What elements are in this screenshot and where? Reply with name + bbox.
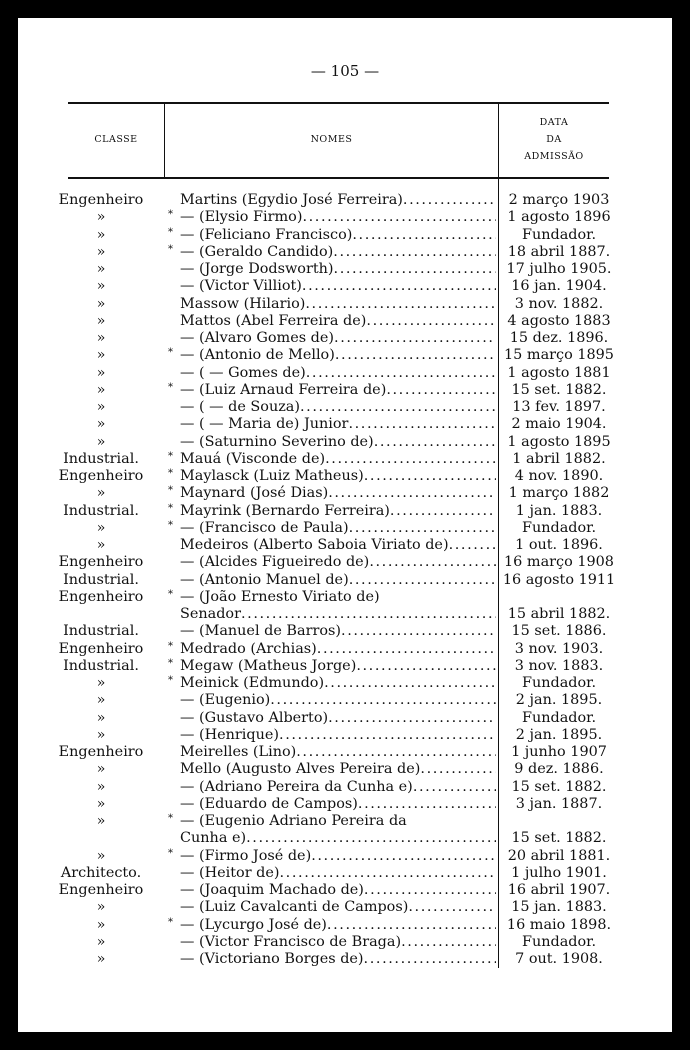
table-row <box>18 520 672 537</box>
star-mark: * <box>168 243 173 255</box>
data-admissao-cell: 20 abril 1881. <box>507 847 611 864</box>
nome-cell <box>180 623 496 640</box>
star-mark: * <box>168 675 173 686</box>
leader-dots <box>374 434 496 451</box>
nome-cell <box>180 227 496 244</box>
table-row <box>18 865 672 882</box>
nome-text: — (Alvaro Gomes de) <box>180 330 335 346</box>
nome-text: — ( — de Souza) <box>180 399 300 415</box>
leader-dots <box>366 313 496 330</box>
data-admissao-cell: Fundador. <box>521 709 597 726</box>
nome-text: — (Victoriano Borges de) <box>180 951 364 967</box>
nome-text: Maynard (José Dias) <box>180 485 329 502</box>
nome-text: — (Adriano Pereira da Cunha e) <box>180 778 413 795</box>
nome-text: — (Victor Villiot) <box>180 278 302 295</box>
data-admissao-cell: Fundador. <box>521 933 597 950</box>
classe-cell: » <box>96 364 106 381</box>
star-mark: * <box>168 813 173 824</box>
classe-cell: Industrial. <box>63 571 139 588</box>
table-row <box>18 227 672 244</box>
nome-cell <box>180 641 496 658</box>
nome-text: — (Victor Francisco de Braga) <box>180 933 402 950</box>
nome-cell <box>180 261 496 278</box>
leader-dots <box>241 606 496 623</box>
star-mark: * <box>168 519 173 531</box>
data-admissao-cell: 1 março 1882 <box>508 485 610 502</box>
data-admissao-cell: Fundador. <box>521 226 597 243</box>
leader-dots <box>358 796 496 813</box>
nome-cell <box>180 313 496 330</box>
nome-cell <box>180 710 496 727</box>
nome-text: — (Luiz Arnaud Ferreira de) <box>180 381 387 398</box>
nome-text: Mello (Augusto Alves Pereira de) <box>180 761 421 778</box>
classe-cell: » <box>96 899 106 916</box>
data-admissao-cell: 15 set. 1882. <box>511 381 607 398</box>
data-admissao-cell: 1 agosto 1896 <box>507 209 611 226</box>
classe-cell: » <box>96 485 106 502</box>
data-admissao-cell: 15 set. 1882. <box>511 778 607 795</box>
leader-dots <box>302 209 496 226</box>
leader-dots <box>349 520 496 537</box>
leader-dots <box>334 261 496 278</box>
nome-cell <box>180 365 496 382</box>
nome-cell <box>180 813 496 830</box>
table-row <box>18 796 672 813</box>
nome-cell <box>180 899 496 916</box>
nome-text: — (Jorge Dodsworth) <box>180 261 334 277</box>
nome-text: — (Firmo José de) <box>180 847 312 864</box>
classe-cell: » <box>96 847 106 864</box>
star-mark: * <box>168 226 173 238</box>
leader-dots <box>305 296 496 313</box>
star-mark: * <box>168 450 173 462</box>
nome-text: — (Joaquim Machado de) <box>180 882 364 898</box>
table-row <box>18 347 672 364</box>
nome-cell <box>180 934 496 951</box>
header-classe: CLASSE <box>94 134 138 145</box>
table-row <box>18 382 672 399</box>
star-mark: * <box>168 485 173 497</box>
table-row <box>18 468 672 485</box>
leader-dots <box>403 192 496 209</box>
classe-cell: Engenheiro <box>58 468 144 484</box>
classe-cell: » <box>96 933 106 950</box>
leader-dots <box>302 278 496 295</box>
classe-cell: » <box>96 778 106 795</box>
header-top-rule <box>68 102 609 104</box>
table-row <box>18 399 672 416</box>
header-data-line2: DA <box>546 134 562 145</box>
nome-cell <box>180 399 496 416</box>
classe-cell: » <box>96 243 106 260</box>
table-row <box>18 848 672 865</box>
nome-text: Medrado (Archias) <box>180 640 317 657</box>
leader-dots <box>408 899 496 916</box>
nome-cell <box>180 917 496 934</box>
classe-cell: » <box>96 951 106 967</box>
nome-text: — (Francisco de Paula) <box>180 519 349 536</box>
nome-cell <box>180 209 496 226</box>
data-admissao-cell: Fundador. <box>521 519 597 536</box>
data-admissao-cell: 3 nov. 1882. <box>514 295 604 312</box>
nome-text: — (Luiz Cavalcanti de Campos) <box>180 899 409 916</box>
table-row <box>18 261 672 278</box>
table-row <box>18 761 672 778</box>
nome-cell <box>180 244 496 261</box>
classe-cell: Industrial. <box>63 502 139 519</box>
table-row <box>18 416 672 433</box>
data-admissao-cell: 16 abril 1907. <box>507 882 611 898</box>
nome-cell <box>180 347 496 364</box>
header-data-line3: ADMISSÃO <box>524 151 584 162</box>
nome-text: Martins (Egydio José Ferreira) <box>180 192 403 208</box>
leader-dots <box>317 641 496 658</box>
classe-cell: » <box>96 761 106 778</box>
nome-cell <box>180 589 496 606</box>
data-admissao-cell: 7 out. 1908. <box>515 951 603 967</box>
data-admissao-cell: 3 nov. 1903. <box>514 640 604 657</box>
classe-cell: » <box>96 416 106 433</box>
leader-dots <box>327 917 496 934</box>
nome-text: — (Elysio Firmo) <box>180 209 303 226</box>
nome-cell <box>180 416 496 433</box>
leader-dots <box>311 848 496 865</box>
nome-cell <box>180 606 496 623</box>
classe-cell: Industrial. <box>63 657 139 674</box>
nome-text: Mattos (Abel Ferreira de) <box>180 312 367 329</box>
table-row <box>18 951 672 968</box>
nome-text: Maylasck (Luiz Matheus) <box>180 468 364 484</box>
classe-cell: » <box>96 709 106 726</box>
header-data-line1: DATA <box>539 117 569 128</box>
table-row <box>18 641 672 658</box>
data-admissao-cell: 2 jan. 1895. <box>515 692 603 709</box>
classe-cell: Engenheiro <box>58 588 144 605</box>
data-admissao-cell: 1 julho 1901. <box>511 864 607 881</box>
classe-cell: » <box>96 675 106 691</box>
table-row <box>18 451 672 468</box>
nome-cell <box>180 882 496 899</box>
star-mark: * <box>168 847 173 859</box>
data-admissao-cell: 16 jan. 1904. <box>511 278 607 295</box>
leader-dots <box>420 761 496 778</box>
nome-cell <box>180 537 496 554</box>
data-admissao-cell: 1 agosto 1895 <box>507 433 611 450</box>
table-row <box>18 623 672 640</box>
table-row <box>18 744 672 761</box>
classe-cell: Engenheiro <box>58 554 144 571</box>
nome-text: Cunha e) <box>180 830 247 847</box>
data-admissao-cell: 18 abril 1887. <box>507 243 611 260</box>
nome-text: Meinick (Edmundo) <box>180 675 325 691</box>
nome-text: — (Lycurgo José de) <box>180 916 327 933</box>
table-row <box>18 882 672 899</box>
nome-text: — (João Ernesto Viriato de) <box>180 588 380 605</box>
table-row <box>18 244 672 261</box>
nome-text: — (Manuel de Barros) <box>180 623 342 640</box>
star-mark: * <box>168 916 173 928</box>
leader-dots <box>333 244 496 261</box>
table-row <box>18 330 672 347</box>
star-mark: * <box>168 381 173 393</box>
leader-dots <box>390 503 496 520</box>
table-row <box>18 209 672 226</box>
table-row <box>18 434 672 451</box>
leader-dots <box>356 658 496 675</box>
table-row <box>18 830 672 847</box>
classe-cell: » <box>96 278 106 295</box>
table-row <box>18 606 672 623</box>
leader-dots <box>270 692 496 709</box>
nome-cell <box>180 503 496 520</box>
leader-dots <box>306 365 496 382</box>
data-admissao-cell: 4 nov. 1890. <box>514 468 604 484</box>
table-row <box>18 572 672 589</box>
leader-dots <box>328 710 496 727</box>
data-admissao-cell: 1 out. 1896. <box>515 537 603 553</box>
table-row <box>18 934 672 951</box>
data-admissao-cell: 15 set. 1882. <box>511 830 607 847</box>
leader-dots <box>364 468 496 485</box>
star-mark: * <box>168 640 173 652</box>
data-admissao-cell: 15 jan. 1883. <box>511 899 607 916</box>
data-admissao-cell: 17 julho 1905. <box>506 261 612 277</box>
nome-text: — (Gustavo Alberto) <box>180 709 329 726</box>
leader-dots <box>401 934 496 951</box>
data-admissao-cell: 9 dez. 1886. <box>514 761 604 778</box>
header-nomes: NOMES <box>310 134 353 145</box>
nome-text: — ( — Maria de) Junior <box>180 416 349 433</box>
data-admissao-cell: 16 março 1908 <box>504 554 614 571</box>
nome-text: — (Henrique) <box>180 726 280 743</box>
table-row <box>18 296 672 313</box>
table-row <box>18 917 672 934</box>
leader-dots <box>246 830 496 847</box>
data-admissao-cell: 1 agosto 1881 <box>507 364 611 381</box>
nome-cell <box>180 572 496 589</box>
data-admissao-cell: 15 dez. 1896. <box>509 330 609 346</box>
nome-cell <box>180 554 496 571</box>
leader-dots <box>280 865 497 882</box>
nome-text: Mauá (Visconde de) <box>180 450 326 467</box>
nome-cell <box>180 382 496 399</box>
nome-text: — (Heitor de) <box>180 864 280 881</box>
data-admissao-cell: 16 maio 1898. <box>506 916 612 933</box>
nome-text: — (Antonio de Mello) <box>180 347 335 364</box>
classe-cell: » <box>96 295 106 312</box>
nome-cell <box>180 468 496 485</box>
nome-cell <box>180 451 496 468</box>
nome-cell <box>180 434 496 451</box>
leader-dots <box>334 330 496 347</box>
data-admissao-cell: 1 junho 1907 <box>511 744 607 760</box>
classe-cell: » <box>96 312 106 329</box>
nome-cell <box>180 761 496 778</box>
table-row <box>18 503 672 520</box>
nome-cell <box>180 658 496 675</box>
header-bottom-rule <box>68 177 609 179</box>
leader-dots <box>341 623 496 640</box>
table-row <box>18 192 672 209</box>
table-row <box>18 675 672 692</box>
leader-dots <box>279 727 496 744</box>
leader-dots <box>352 227 496 244</box>
nome-text: Meirelles (Lino) <box>180 744 297 760</box>
table-row <box>18 710 672 727</box>
table-row <box>18 692 672 709</box>
nome-text: — (Alcides Figueiredo de) <box>180 554 370 571</box>
document-page <box>18 18 672 1032</box>
leader-dots <box>364 951 496 968</box>
classe-cell: » <box>96 726 106 743</box>
table-row <box>18 658 672 675</box>
nome-text: — (Antonio Manuel de) <box>180 571 349 588</box>
nome-cell <box>180 796 496 813</box>
nome-cell <box>180 744 496 761</box>
leader-dots <box>413 779 496 796</box>
data-admissao-cell: 3 nov. 1883. <box>514 657 604 674</box>
leader-dots <box>449 537 496 554</box>
nome-cell <box>180 330 496 347</box>
leader-dots <box>349 572 496 589</box>
nome-cell <box>180 779 496 796</box>
data-admissao-cell: 2 maio 1904. <box>511 416 607 433</box>
nome-cell <box>180 296 496 313</box>
nome-text: — (Eugenio) <box>180 692 271 709</box>
table-row <box>18 313 672 330</box>
leader-dots <box>300 399 496 416</box>
classe-cell: Engenheiro <box>58 192 144 208</box>
data-admissao-cell: 1 jan. 1883. <box>515 502 603 519</box>
data-admissao-cell: 16 agosto 1911 <box>502 571 616 588</box>
nome-cell <box>180 520 496 537</box>
nome-cell <box>180 485 496 502</box>
nome-cell <box>180 692 496 709</box>
leader-dots <box>328 485 496 502</box>
leader-dots <box>348 416 496 433</box>
classe-cell: » <box>96 209 106 226</box>
classe-cell: » <box>96 519 106 536</box>
data-admissao-cell: 2 março 1903 <box>508 192 610 208</box>
table-row <box>18 727 672 744</box>
data-admissao-cell: Fundador. <box>521 675 597 691</box>
nome-cell <box>180 727 496 744</box>
leader-dots <box>386 382 496 399</box>
table-row <box>18 554 672 571</box>
table-row <box>18 278 672 295</box>
classe-cell: » <box>96 537 106 553</box>
nome-cell <box>180 675 496 692</box>
leader-dots <box>324 675 496 692</box>
classe-cell: » <box>96 399 106 415</box>
leader-dots <box>325 451 496 468</box>
nome-text: — (Geraldo Candido) <box>180 243 334 260</box>
classe-cell: » <box>96 261 106 277</box>
nome-cell <box>180 830 496 847</box>
nome-cell <box>180 278 496 295</box>
leader-dots <box>364 882 496 899</box>
classe-cell: Industrial. <box>63 450 139 467</box>
star-mark: * <box>168 502 173 514</box>
leader-dots <box>335 347 496 364</box>
nome-cell <box>180 192 496 209</box>
table-row <box>18 485 672 502</box>
star-mark: * <box>168 657 173 669</box>
nome-text: — (Eduardo de Campos) <box>180 795 358 812</box>
data-admissao-cell: 15 abril 1882. <box>507 606 611 622</box>
nome-text: Mayrink (Bernardo Ferreira) <box>180 502 390 519</box>
classe-cell: » <box>96 795 106 812</box>
table-row <box>18 365 672 382</box>
star-mark: * <box>168 209 173 221</box>
classe-cell: » <box>96 692 106 709</box>
nome-text: Senador <box>180 606 241 622</box>
classe-cell: Architecto. <box>60 864 142 881</box>
data-admissao-cell: 2 jan. 1895. <box>515 726 603 743</box>
table-row <box>18 537 672 554</box>
data-admissao-cell: 1 abril 1882. <box>512 450 606 467</box>
leader-dots <box>369 554 496 571</box>
classe-cell: » <box>96 381 106 398</box>
classe-cell: » <box>96 916 106 933</box>
nome-cell <box>180 951 496 968</box>
data-admissao-cell: 13 fev. 1897. <box>512 399 606 415</box>
star-mark: * <box>168 468 173 479</box>
data-admissao-cell: 15 março 1895 <box>504 347 614 364</box>
table-row <box>18 779 672 796</box>
classe-cell: » <box>96 330 106 346</box>
table-row <box>18 899 672 916</box>
classe-cell: » <box>96 813 106 829</box>
table-row <box>18 589 672 606</box>
leader-dots <box>296 744 496 761</box>
nome-text: — (Saturnino Severino de) <box>180 433 374 450</box>
star-mark: * <box>168 347 173 359</box>
classe-cell: Industrial. <box>63 623 139 640</box>
nome-text: — ( — Gomes de) <box>180 364 306 381</box>
data-admissao-cell: 3 jan. 1887. <box>515 795 603 812</box>
classe-cell: Engenheiro <box>58 882 144 898</box>
nome-text: Megaw (Matheus Jorge) <box>180 657 357 674</box>
nome-cell <box>180 865 496 882</box>
nome-text: Massow (Hilario) <box>180 295 306 312</box>
nome-text: Medeiros (Alberto Saboia Viriato de) <box>180 537 449 553</box>
data-admissao-cell: 4 agosto 1883 <box>507 312 611 329</box>
classe-cell: Engenheiro <box>58 744 144 760</box>
classe-cell: » <box>96 433 106 450</box>
classe-cell: » <box>96 347 106 364</box>
data-admissao-cell: 15 set. 1886. <box>511 623 607 640</box>
table-row <box>18 813 672 830</box>
classe-cell: » <box>96 226 106 243</box>
classe-cell: Engenheiro <box>58 640 144 657</box>
nome-text: — (Eugenio Adriano Pereira da <box>180 813 407 829</box>
nome-text: — (Feliciano Francisco) <box>180 226 353 243</box>
nome-cell <box>180 848 496 865</box>
star-mark: * <box>168 588 173 600</box>
page-number: — 105 — <box>310 62 380 80</box>
